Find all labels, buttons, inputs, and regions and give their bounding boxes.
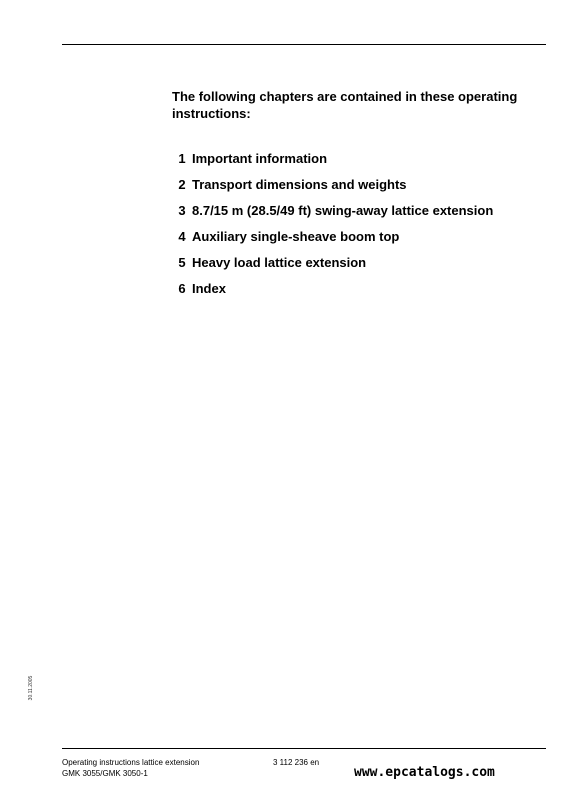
watermark-url: www.epcatalogs.com: [354, 765, 495, 780]
footer-rule: [62, 748, 546, 749]
footer-doc-number: 3 112 236 en: [273, 758, 320, 767]
side-date: 30.11.2005: [28, 675, 34, 701]
chapter-item: [172, 280, 493, 306]
chapter-title: Index: [192, 281, 226, 296]
chapter-title: 8.7/15 m (28.5/49 ft) swing-away lattice extension: [192, 203, 494, 218]
chapter-item: [172, 228, 493, 254]
chapter-title: Auxiliary single-sheave boom top: [192, 229, 400, 244]
footer-document-title: [62, 757, 199, 779]
chapter-title: Important information: [192, 151, 328, 166]
chapter-title: Transport dimensions and weights: [192, 177, 407, 192]
chapter-number: 1: [178, 151, 186, 166]
footer-line-2: GMK 3055/GMK 3050-1: [62, 769, 148, 778]
header-rule: [62, 44, 546, 45]
chapter-item: [172, 176, 493, 202]
chapter-item: [172, 254, 493, 280]
chapter-item: [172, 150, 493, 176]
footer-line-1: Operating instructions lattice extension: [62, 758, 200, 767]
intro-text: The following chapters are contained in these operating instructions:: [172, 89, 518, 121]
chapter-item: [172, 202, 493, 228]
chapter-number: 6: [178, 281, 186, 296]
chapter-title: Heavy load lattice extension: [192, 255, 367, 270]
chapter-number: 2: [178, 177, 186, 192]
chapter-number: 5: [178, 255, 186, 270]
chapter-number: 4: [178, 229, 186, 244]
chapter-number: 3: [178, 203, 186, 218]
chapter-list: [172, 150, 493, 306]
